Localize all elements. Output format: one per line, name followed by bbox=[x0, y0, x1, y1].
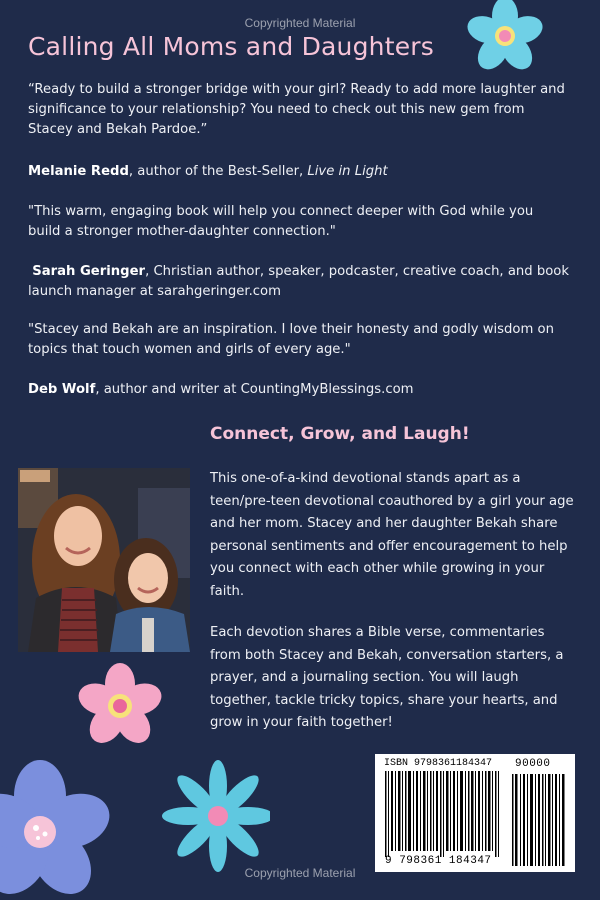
endorsement-author-2 bbox=[28, 262, 573, 302]
endorsement-quote-3: "Stacey and Bekah are an inspiration. I love their honesty and godly wisdom on topics that touch women and girls of every age." bbox=[28, 322, 554, 357]
endorsement-name-3: Deb Wolf bbox=[28, 382, 96, 397]
endorsement-credit-2: , Christian author, speaker, podcaster, creative coach, and book launch manager at sarahgeringer.com bbox=[28, 264, 569, 299]
section-heading: Connect, Grow, and Laugh! bbox=[210, 424, 470, 444]
endorsement-book-1: Live in Light bbox=[307, 164, 388, 179]
watermark-top: Copyrighted Material bbox=[244, 16, 356, 30]
isbn-barcode bbox=[375, 754, 575, 872]
endorsement-quote-2: "This warm, engaging book will help you connect deeper with God while you build a stronger mother-daughter connection." bbox=[28, 204, 534, 239]
barcode-digits: 9 798361 184347 bbox=[385, 855, 492, 867]
endorsement-name-1: Melanie Redd bbox=[28, 164, 129, 179]
barcode-addon-digits: 90000 bbox=[515, 758, 551, 770]
description-paragraph-2: Each devotion shares a Bible verse, commentaries from both Stacey and Bekah, conversation starters, a prayer, and a journaling section. You will laugh together, tackle tricky topics, share your hearts, and grow in your faith together! bbox=[210, 625, 564, 730]
authors-photo bbox=[18, 468, 190, 652]
endorsement-author-3 bbox=[28, 380, 573, 400]
endorsement-quote-1: “Ready to build a stronger bridge with your girl? Ready to add more laughter and significance to your relationship? You need to check out this new gem from Stacey and Bekah Pardoe.” bbox=[28, 82, 565, 137]
endorsement-name-2: Sarah Geringer bbox=[32, 264, 146, 279]
endorsement-credit-1: , author of the Best-Seller, bbox=[128, 164, 308, 179]
endorsement-author-1 bbox=[28, 162, 573, 182]
watermark-bottom: Copyrighted Material bbox=[244, 866, 356, 880]
isbn-label: ISBN 9798361184347 bbox=[384, 758, 493, 769]
flower-pink-icon bbox=[72, 660, 168, 756]
description-paragraph-1: This one-of-a-kind devotional stands apart as a teen/pre-teen devotional coauthored by a girl your age and her mom. Stacey and her daughter Bekah share personal sentiments and offer encouragement to help you connect with each other while growing in your faith. bbox=[210, 471, 574, 599]
endorsement-credit-3: , author and writer at CountingMyBlessings.com bbox=[95, 382, 414, 397]
page-title: Calling All Moms and Daughters bbox=[28, 32, 434, 61]
flower-blue-icon bbox=[460, 0, 550, 78]
flower-blue-icon bbox=[160, 756, 270, 874]
